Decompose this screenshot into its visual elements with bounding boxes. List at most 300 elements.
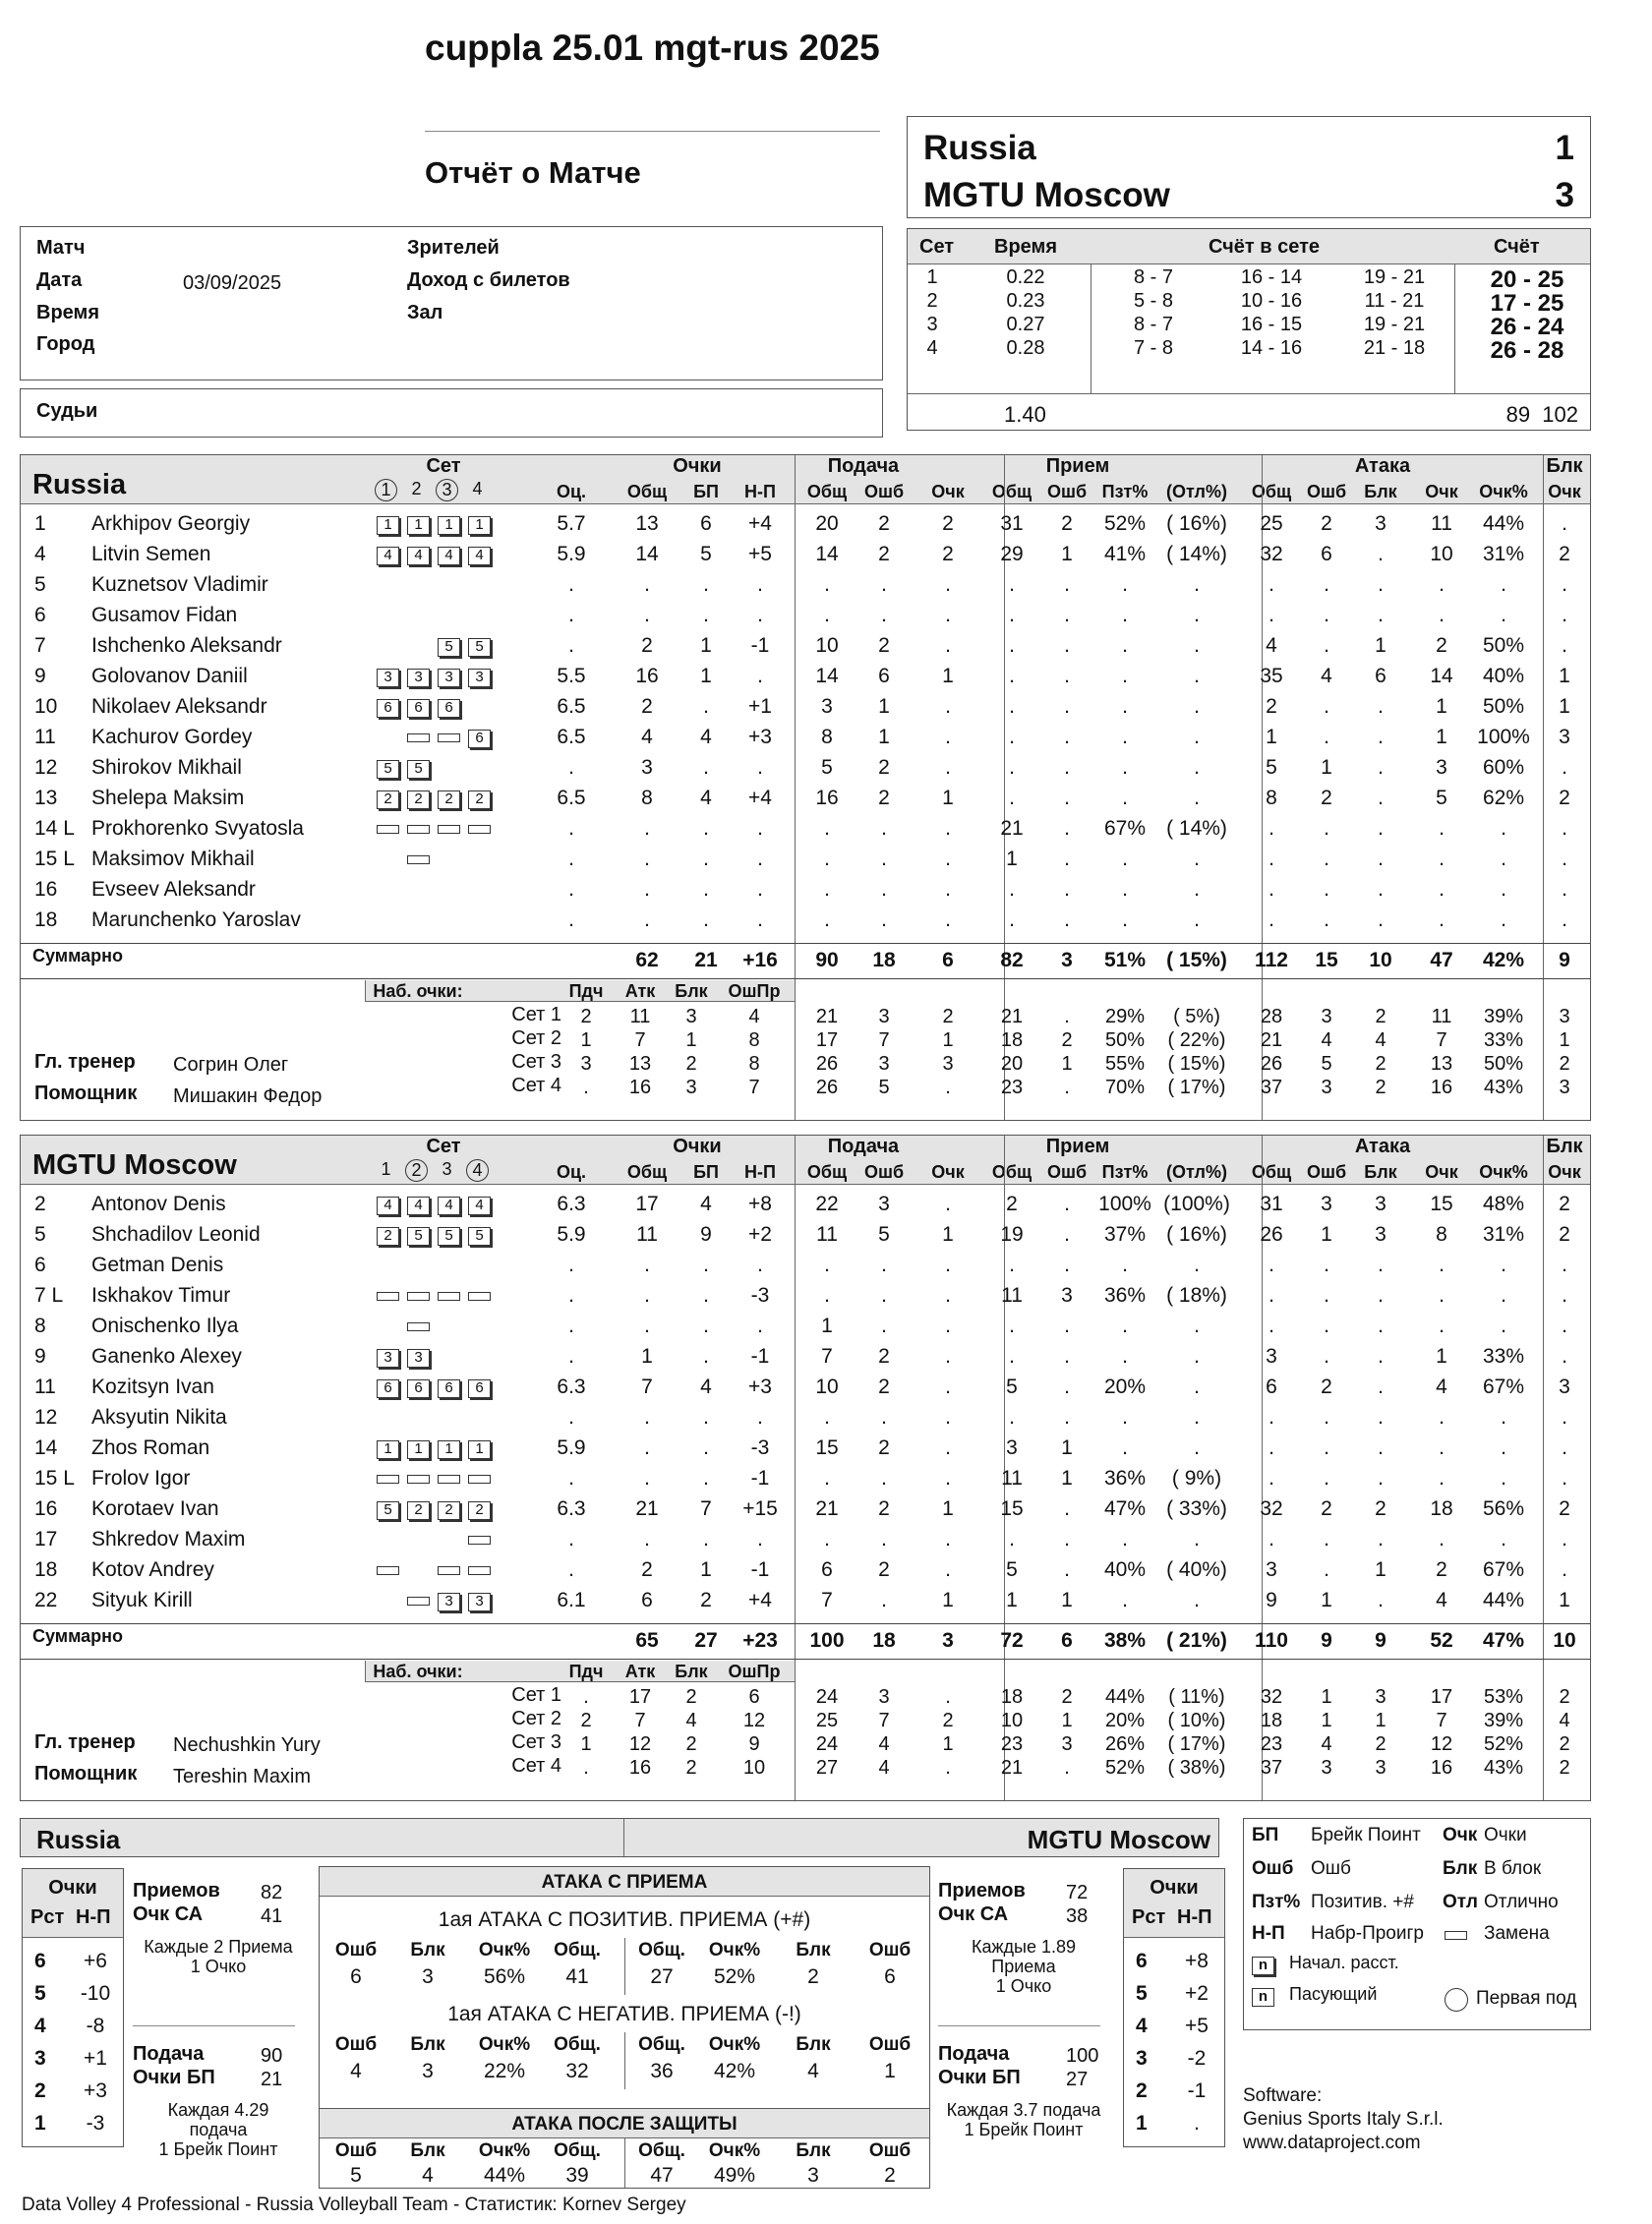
serve-total: . [824,1406,830,1429]
set-breakdown-label: Сет 2 [511,1027,561,1049]
atk-errors: . [1324,908,1329,931]
legend-value: Отлично [1484,1892,1559,1912]
substitution-icon [407,1597,430,1606]
serve-points: . [945,1254,951,1276]
start-position-box: 6 [438,699,460,718]
points-np: +3 [748,726,772,748]
points-np: +4 [748,1589,772,1611]
atk-points: 18 [1430,1497,1453,1520]
points-bp: . [703,908,709,931]
city-label: Город [36,333,95,355]
coach-name: Nechushkin Yury [173,1734,321,1756]
team2-sets: 3 [1555,176,1574,214]
atk-total: 4 [1266,634,1277,657]
col-group-receive: Прием [1045,1136,1110,1157]
total-row [21,1629,1590,1660]
serve-total: 21 [815,1497,839,1520]
set-breakdown-value: 52% [1104,1757,1146,1779]
set-breakdown-label: Сет 3 [511,1731,561,1753]
score-header: Счёт [1494,236,1540,258]
col-head-vote: Оц. [556,1162,587,1182]
serve-points: . [945,726,951,748]
serve-errors: . [881,878,887,901]
legend-value: Брейк Поинт [1311,1825,1421,1845]
attack-defense-title: АТАКА ПОСЛЕ ЗАЩИТЫ [511,2114,738,2135]
team1-name: Russia [923,129,1036,167]
set-breakdown-value: 25 [815,1710,839,1731]
rec-positive: . [1122,787,1128,809]
serve-points: . [945,604,951,626]
rec-errors: . [1064,1528,1070,1551]
set-breakdown-value: 10 [1000,1710,1024,1731]
rec-positive: 20% [1103,1375,1147,1398]
vote: 6.3 [557,1193,586,1215]
atk-points: . [1439,573,1445,596]
set-breakdown-value: 8 [748,1053,760,1075]
atk-points: . [1439,1528,1445,1551]
bottom-right-team: MGTU Moscow [1027,1825,1210,1854]
player-name: Prokhorenko Svyatosla [91,817,304,840]
rec-positive: 47% [1103,1497,1147,1520]
player-name: Evseev Aleksandr [91,878,256,901]
first-serve-circle-icon: 2 [405,1159,428,1182]
first-serve-circle-icon: 4 [466,1159,489,1182]
set-breakdown-value: 2 [1559,1053,1570,1075]
total-atk-errors: 15 [1315,949,1338,971]
vote: . [568,1528,574,1551]
set-breakdown-value: 4 [1321,1733,1332,1755]
set-breakdown-value: 3 [685,1077,697,1098]
set-breakdown-value: 2 [685,1757,697,1779]
rec-errors: . [1064,1254,1070,1276]
rotation-number: 4 [34,2015,46,2037]
attack-col-head: Общ. [554,2034,601,2055]
player-number: 5 [34,1223,46,1246]
start-position-box: 5 [438,638,460,657]
col-head-rtot: Общ [991,1162,1032,1182]
assistant-label: Помощник [34,1763,138,1785]
set-breakdown-value: 4 [748,1006,760,1027]
serve-points: . [945,1436,951,1459]
set-breakdown-value: 12 [628,1733,652,1755]
atk-efficiency: . [1501,573,1506,596]
col-head-aerr: Ошб [1306,482,1347,501]
points-total: 3 [641,756,653,779]
player-number: 7 L [34,1284,64,1307]
points-total: . [644,1467,650,1490]
player-number: 9 [34,665,46,687]
set-breakdown-value: 13 [628,1053,652,1075]
atk-errors: 2 [1321,787,1332,809]
serve-points: . [945,695,951,718]
points-total: 2 [641,1558,653,1581]
rec-positive: . [1122,1589,1128,1611]
set-breakdown-value: 55% [1104,1053,1146,1075]
points-np: -1 [750,634,770,657]
points-total: 6 [641,1589,653,1611]
attack-col-head: Очк% [708,2140,761,2161]
spectators-label: Зрителей [407,237,500,259]
rec-positive: 36% [1103,1284,1147,1307]
set-breakdown-value: 50% [1483,1053,1524,1075]
legend-value: Позитив. +# [1311,1892,1414,1912]
set-breakdown-value: 3 [1375,1686,1386,1708]
rec-excellent: . [1194,1375,1200,1398]
serve-total: . [824,878,830,901]
total-rec-errors: 3 [1061,949,1073,971]
attack-col-value: 4 [350,2060,362,2082]
rec-positive: . [1122,1315,1128,1337]
atk-efficiency: 67% [1482,1375,1525,1398]
atk-efficiency: 56% [1482,1497,1525,1520]
set-breakdown-value: ( 11%) [1168,1686,1225,1708]
set-breakdown-value: 1 [1061,1053,1073,1075]
serve-points: 1 [942,787,954,809]
srv-label: Подача [133,2043,205,2065]
serve-total: 14 [815,665,839,687]
rec-total: 11 [1001,1467,1023,1490]
atk-points: 4 [1436,1375,1447,1398]
points-np: -3 [750,1436,770,1459]
set-breakdown-value: 3 [878,1006,890,1027]
set-breakdown-value: 2 [1375,1733,1386,1755]
substitution-icon [407,855,430,864]
set-breakdown-value: 26 [815,1053,839,1075]
player-number: 10 [34,695,58,718]
set-breakdown-value: . [1064,1757,1070,1779]
rotation-np: -3 [86,2112,105,2135]
atk-blocked: . [1378,726,1384,748]
set-time: 0.28 [1006,337,1045,359]
rotation-np: -1 [1187,2079,1207,2102]
set-breakdown-value: . [945,1686,951,1708]
rec-positive: . [1122,726,1128,748]
player-row [21,848,1590,878]
total-atk-errors: 9 [1321,1629,1332,1652]
points-total: 16 [635,665,659,687]
serve-errors: 3 [878,1193,890,1215]
set-breakdown-value: 3 [1061,1733,1073,1755]
set-breakdown-value: 7 [634,1710,646,1731]
rec-total: . [1009,1345,1015,1368]
serve-errors: . [881,1406,887,1429]
start-position-box: 3 [407,1349,430,1368]
player-row [21,878,1590,908]
atk-errors: . [1324,573,1329,596]
legend-setter: Пасующий [1289,1984,1378,2004]
attack-col-value: 5 [350,2164,362,2187]
serve-points: . [945,1345,951,1368]
points-np: -1 [750,1558,770,1581]
legend-box [1243,1818,1591,2030]
legend-start: Начал. расст. [1289,1953,1399,1972]
points-np: +4 [748,787,772,809]
sa-label: Очк СА [133,1903,204,1925]
set-breakdown-value: 11 [1431,1006,1452,1027]
serve-points: . [945,1284,951,1307]
player-name: Korotaev Ivan [91,1497,219,1520]
substitution-icon [468,825,491,834]
player-name: Ganenko Alexey [91,1345,242,1368]
set-partial-2: 16 - 14 [1240,266,1303,288]
rec-total: 11 [1001,1284,1023,1307]
total-atk-total: 112 [1255,949,1288,971]
player-row [21,1436,1590,1467]
set-breakdown-value: ( 22%) [1167,1029,1226,1051]
col-head-serr: Ошб [863,482,905,501]
footer-text: Data Volley 4 Professional - Russia Volleyball Team - Статистик: Kornev Sergey [22,2195,686,2215]
attack-col-head: Общ. [554,1940,601,1961]
serve-total: 10 [815,634,839,657]
match-label: Матч [36,237,86,259]
total-serve-total: 90 [815,949,839,971]
start-position-box: 2 [438,1501,460,1520]
nab-opp-errors: ОшПр [728,981,781,1001]
serve-points: . [945,1406,951,1429]
atk-points: . [1439,1315,1445,1337]
serve-total: 15 [815,1436,839,1459]
points-bp: . [703,1254,709,1276]
player-row [21,1284,1590,1315]
rec-errors: . [1064,848,1070,870]
atk-points: 2 [1436,1558,1447,1581]
atk-efficiency: 44% [1482,1589,1525,1611]
start-position-box: 5 [468,638,491,657]
rec-errors: . [1064,634,1070,657]
start-position-box: 1 [377,1440,399,1459]
set-breakdown-value: 17 [1430,1686,1453,1708]
player-row [21,1467,1590,1497]
rec-excellent: ( 33%) [1166,1497,1227,1520]
start-position-box: 4 [438,547,460,565]
substitution-icon [468,1475,491,1484]
vote: . [568,1558,574,1581]
total-atk-efficiency: 42% [1482,949,1525,971]
rec-excellent: . [1194,1436,1200,1459]
set-breakdown-value: 5 [878,1077,890,1098]
atk-errors: . [1324,1528,1329,1551]
vote: . [568,756,574,779]
start-position-box: 4 [468,1197,491,1215]
substitution-icon [438,825,460,834]
block-points: 3 [1559,726,1570,748]
player-name: Getman Denis [91,1254,224,1276]
summary-label: Суммарно [32,946,124,966]
atk-total: 25 [1260,512,1283,535]
points-total: 21 [635,1497,659,1520]
atk-total: . [1268,908,1274,931]
total-time: 1.40 [1004,402,1046,427]
atk-efficiency: 31% [1482,1223,1525,1246]
substitution-icon [407,825,430,834]
rec-total: . [1009,878,1015,901]
col-group-points: Очки [673,1136,722,1157]
serve-total: 20 [815,512,839,535]
block-points: . [1562,1345,1567,1368]
atk-blocked: . [1378,1345,1384,1368]
set-breakdown-value: 39% [1483,1006,1524,1027]
points-np: +3 [748,1375,772,1398]
set-breakdown-value: . [583,1757,589,1779]
points-bp: 4 [700,787,712,809]
srv-value: 100 [1066,2045,1099,2067]
points-bp: . [703,878,709,901]
start-position-box: 2 [468,1501,491,1520]
atk-errors: . [1324,817,1329,840]
set-breakdown-value: 3 [1321,1757,1332,1779]
vote: . [568,1467,574,1490]
total-rec-excellent: ( 21%) [1166,1629,1227,1652]
col-group-set: Сет [426,455,461,477]
date-label: Дата [36,269,83,291]
col-group-serve: Подача [827,455,900,477]
atk-total: 1 [1266,726,1277,748]
serve-points: . [945,1558,951,1581]
col-head-tot: Общ [626,482,668,501]
atk-total: 2 [1266,695,1277,718]
atk-points: 5 [1436,787,1447,809]
set-breakdown-value: 52% [1483,1733,1524,1755]
points-np: . [757,573,763,596]
rec-errors: 1 [1061,1589,1073,1611]
atk-efficiency: 33% [1482,1345,1525,1368]
set-number: 3 [926,314,938,335]
nab-serve: Пдч [568,981,604,1001]
attack-col-value: 27 [650,1965,674,1988]
points-np: . [757,1528,763,1551]
set-breakdown-label: Сет 1 [511,1004,561,1025]
serve-points: . [945,1315,951,1337]
attack-col-head: Очк% [708,2034,761,2055]
vote: 5.5 [557,665,586,687]
total-atk-points: 52 [1430,1629,1453,1652]
atk-total: 32 [1260,1497,1283,1520]
atk-points: . [1439,908,1445,931]
atk-errors: . [1324,726,1329,748]
rec-total: 1 [1006,1589,1018,1611]
atk-efficiency: . [1501,1315,1506,1337]
rotation-number: 2 [34,2079,46,2102]
total-serve-errors: 18 [872,1629,896,1652]
serve-total: 14 [815,543,839,565]
set-breakdown-value: 9 [748,1733,760,1755]
time-header: Время [994,236,1057,258]
rec-note1: Каждые 2 Приема [144,1937,293,1957]
rec-label: Приемов [133,1880,220,1902]
player-row [21,1223,1590,1254]
first-serve-circle-icon: 3 [436,479,458,501]
software-info [1243,2084,1444,2155]
atk-blocked: 3 [1375,1193,1386,1215]
set-breakdown-value: 39% [1483,1710,1524,1731]
serve-errors: . [881,1254,887,1276]
col-group-block: Блк [1546,455,1583,477]
set-partial-1: 7 - 8 [1133,337,1174,359]
rec-total: . [1009,1254,1015,1276]
rec-value: 82 [261,1882,283,1903]
atk-efficiency: . [1501,1284,1506,1307]
serve-errors: . [881,908,887,931]
nab-serve: Пдч [568,1662,604,1681]
player-name: Shkredov Maxim [91,1528,246,1551]
serve-points: 1 [942,1589,954,1611]
atk-efficiency: . [1501,1436,1506,1459]
substitution-icon [468,1566,491,1575]
atk-total: . [1268,848,1274,870]
serve-errors: . [881,604,887,626]
total-rec-errors: 6 [1061,1629,1073,1652]
team-name: MGTU Moscow [32,1149,237,1181]
player-row [21,665,1590,695]
col-group-attack: Атака [1354,1136,1411,1157]
rotation-np-label: Н-П [76,1906,111,1928]
start-position-box: 3 [377,669,399,687]
set-breakdown-value: 20 [1000,1053,1024,1075]
serve-errors: 2 [878,1497,890,1520]
col-group-block: Блк [1546,1136,1583,1157]
bp-value: 21 [261,2069,283,2090]
points-bp: . [703,1528,709,1551]
total-rec-positive: 38% [1103,1629,1147,1652]
attack-col-head: Общ. [638,1940,685,1961]
atk-blocked: . [1378,695,1384,718]
player-number: 6 [34,604,46,626]
points-np: . [757,848,763,870]
col-head-blk: Очк [1548,1162,1581,1182]
atk-points: . [1439,1467,1445,1490]
atk-efficiency: 100% [1477,726,1530,748]
nab-block: Блк [675,1662,708,1681]
set-breakdown-value: 1 [685,1029,697,1051]
rec-excellent: . [1194,787,1200,809]
player-row [21,1497,1590,1528]
serve-points: 1 [942,1497,954,1520]
block-points: . [1562,878,1567,901]
atk-errors: 2 [1321,1375,1332,1398]
total-points: 89 102 [1505,402,1578,427]
rec-total: 15 [1000,1497,1024,1520]
start-position-box: 1 [407,516,430,535]
legend-key: Блк [1443,1858,1478,1879]
points-bp: 5 [700,543,712,565]
atk-efficiency: 62% [1482,787,1525,809]
team-name: Russia [32,469,127,500]
vote: 6.3 [557,1497,586,1520]
points-total: 11 [636,1223,658,1246]
set-breakdown-value: 1 [1061,1710,1073,1731]
coach-label: Гл. тренер [34,1731,136,1753]
sa-value: 38 [1066,1905,1089,1927]
block-points: . [1562,1284,1567,1307]
rec-positive: . [1122,1436,1128,1459]
substitution-icon [377,1292,399,1301]
atk-points: 11 [1431,512,1452,535]
rec-total: . [1009,908,1015,931]
rec-excellent: . [1194,756,1200,779]
attack-col-value: 42% [713,2060,756,2082]
vote: . [568,848,574,870]
col-head-spts: Очк [931,482,965,501]
player-number: 6 [34,1254,46,1276]
set-breakdown-value: 3 [1321,1006,1332,1027]
set-breakdown-value: 21 [1260,1029,1283,1051]
col-head-apts: Очк [1425,1162,1458,1182]
player-row [21,1315,1590,1345]
set-breakdown-value: 2 [685,1686,697,1708]
attack-col-head: Блк [796,1940,831,1961]
points-total: . [644,573,650,596]
points-np: . [757,1315,763,1337]
